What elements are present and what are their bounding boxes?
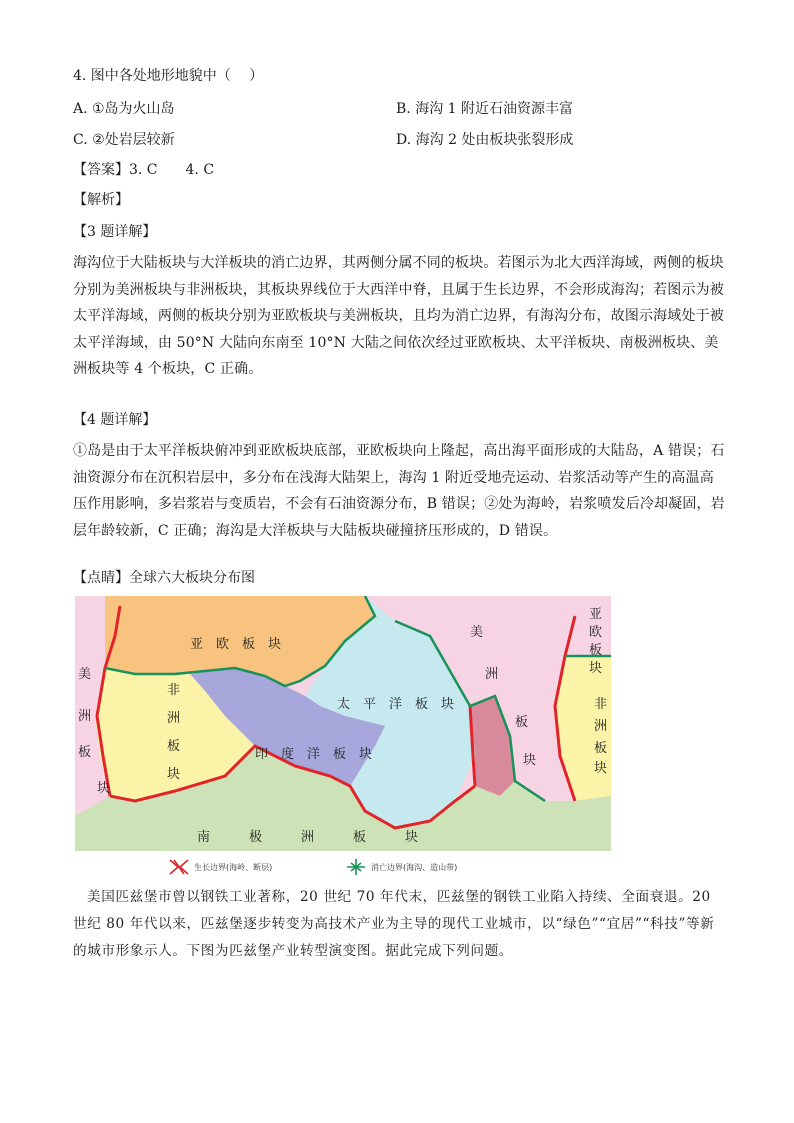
detail3-label: 【3 题详解】: [73, 224, 157, 240]
passage-text: 美国匹兹堡市曾以钢铁工业著称，20 世纪 70 年代末，匹兹堡的钢铁工业陷入持续、全面衰退。20 世纪 80 年代以来，匹兹堡逐步转变为高技术产业为主导的现代工业城市，以“绿色”“宜居”“科技”等新的城市形象示人。下图为匹兹堡产业转型演变图。据此完成下列问题。: [73, 889, 715, 959]
detail4-label: 【4 题详解】: [73, 412, 157, 428]
legend-growth-label: 生长边界(海岭、断层): [194, 862, 273, 872]
label-america-left-3: 板: [78, 745, 92, 760]
option-c: C. ②处岩层较新: [73, 132, 175, 148]
legend-subduction: [345, 856, 457, 878]
answer-label: 【答案】: [73, 162, 129, 178]
label-africa-right-1: 非: [594, 697, 608, 712]
subduction-boundary-icon: [345, 858, 367, 876]
option-d: D. 海沟 2 处由板块张裂形成: [396, 132, 574, 148]
plate-map: [75, 596, 611, 851]
label-america-left-4: 块: [97, 781, 111, 796]
label-africa-right-3: 板: [594, 741, 608, 756]
label-africa-right-2: 洲: [594, 719, 608, 734]
answer-text: 3. C 4. C: [129, 162, 215, 178]
detail4-text: ①岛是由于太平洋板块俯冲到亚欧板块底部，亚欧板块向上隆起，高出海平面形成的大陆岛，A 错误；石油资源分布在沉积岩层中，多分布在浅海大陆架上，海沟 1 附近受地壳运动、岩浆活动等产生的高温高压作用影响，多岩浆岩与变质岩，不会有石油资源分布，B 错误；②处为海岭，岩浆喷发后冷却凝固，岩层年龄较新，C 正确；海沟是大洋板块与大陆板块碰撞挤压形成的，D 错误。: [73, 443, 725, 539]
label-america-right-3: 板: [515, 715, 529, 730]
label-africa-4: 块: [167, 767, 181, 782]
label-america-right-2: 洲: [485, 667, 499, 682]
label-america-left-1: 美: [78, 667, 92, 682]
option-a: A. ①岛为火山岛: [73, 101, 175, 117]
note-line: [73, 568, 255, 588]
label-eurasia: 亚 欧 板 块: [190, 637, 282, 652]
label-eurasia-right-1: 亚: [589, 607, 603, 622]
label-indian: 印 度 洋 板 块: [255, 747, 373, 762]
detail3-text: 海沟位于大陆板块与大洋板块的消亡边界，其两侧分属不同的板块。若图示为北大西洋海域，两侧的板块分别为美洲板块与非洲板块，其板块界线位于大西洋中脊，且属于生长边界，不会形成海沟；若图示为被太平洋海域，两侧的板块分别为亚欧板块与美洲板块，且均为消亡边界，有海沟分布，故图示海域处于被太平洋海域，由 50°N 大陆向东南至 10°N 大陆之间依次经过亚欧板块、太平洋板块、南极洲板块、美洲板块等 4 个板块，C 正确。: [73, 255, 724, 377]
label-africa-2: 洲: [167, 711, 181, 726]
option-b: B. 海沟 1 附近石油资源丰富: [396, 101, 573, 117]
label-africa-3: 板: [167, 739, 181, 754]
answer-line: [73, 160, 214, 180]
label-pacific: 太 平 洋 板 块: [337, 697, 455, 712]
label-eurasia-right-2: 欧: [589, 625, 603, 640]
note-label: 【点睛】: [73, 570, 129, 586]
label-america-left-2: 洲: [78, 709, 92, 724]
label-africa-right-4: 块: [594, 761, 608, 776]
label-america-right-4: 块: [523, 753, 537, 768]
label-antarctic: 南 极 洲 板 块: [197, 830, 419, 845]
growth-boundary-icon: [168, 858, 190, 876]
note-text: 全球六大板块分布图: [129, 570, 255, 586]
label-eurasia-right-3: 板: [589, 643, 603, 658]
question-stem: 4. 图中各处地形地貌中（ ）: [73, 68, 264, 84]
analysis-label: 【解析】: [73, 192, 129, 208]
legend-subduction-label: 消亡边界(海沟、造山带): [371, 862, 458, 872]
label-america-right-1: 美: [470, 625, 484, 640]
label-africa-1: 非: [167, 683, 181, 698]
label-eurasia-right-4: 块: [589, 661, 603, 676]
legend-growth: [168, 856, 272, 878]
